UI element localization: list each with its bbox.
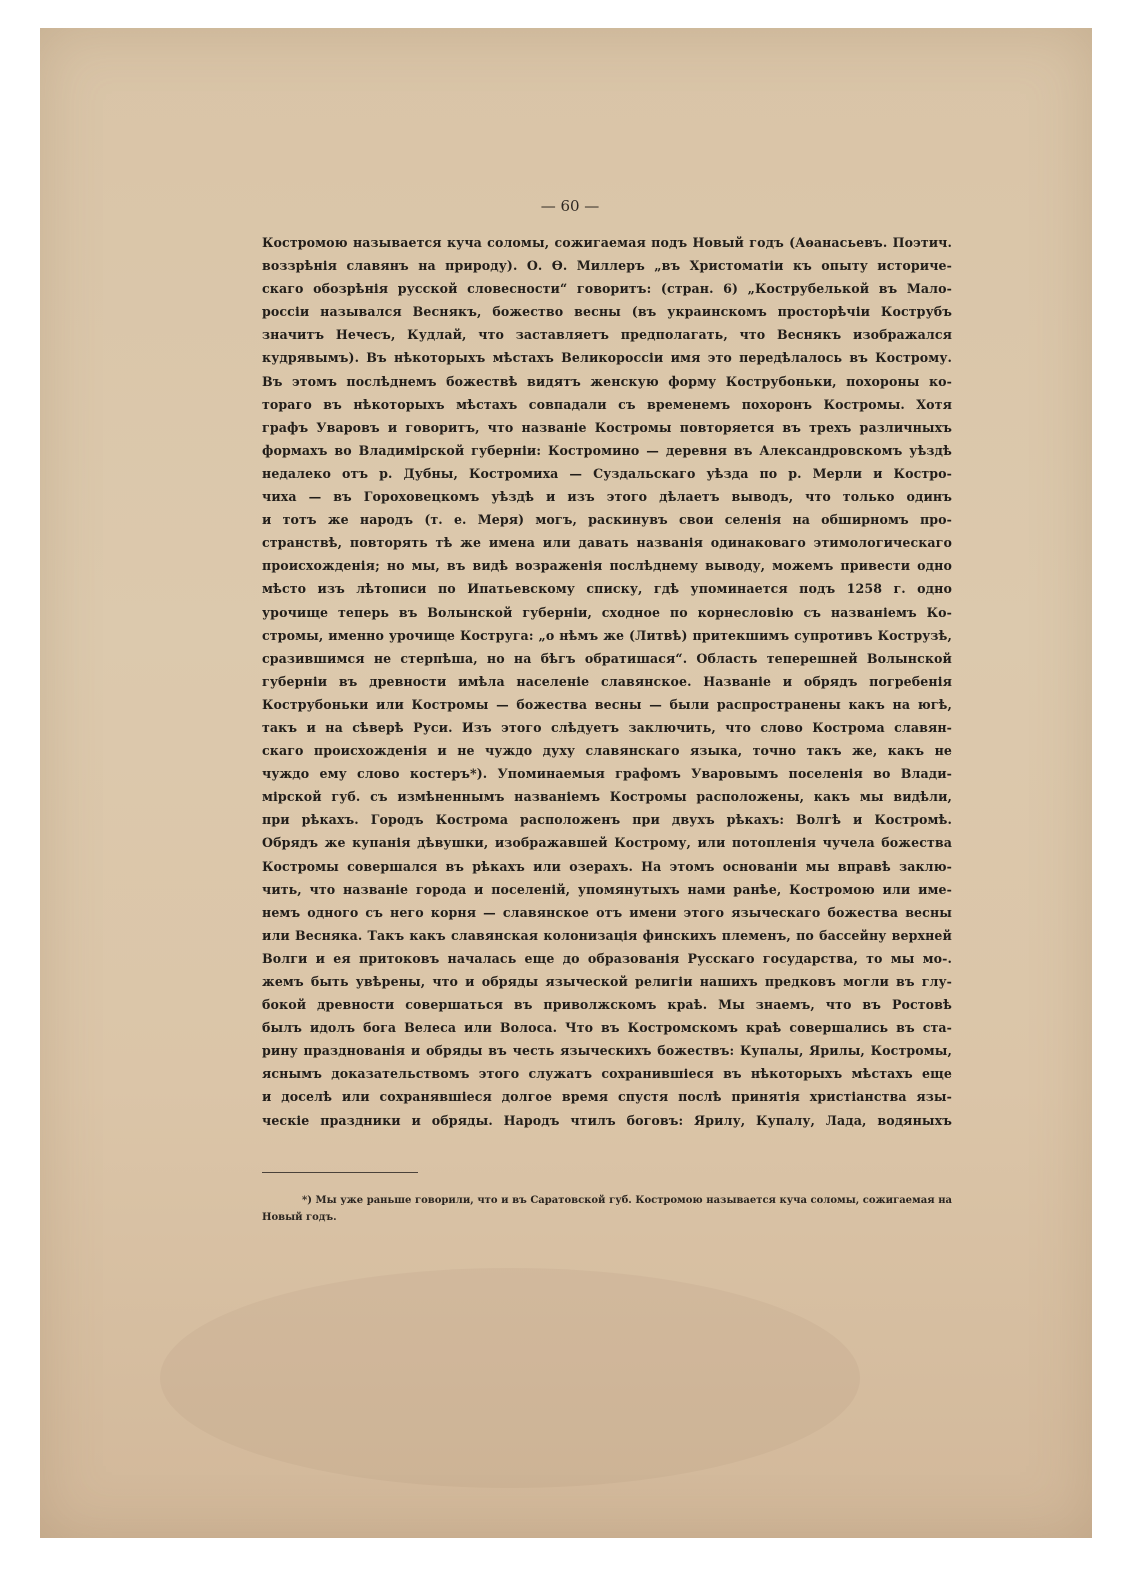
text-line: былъ идолъ бога Велеса или Волоса. Что въ Костромскомъ краѣ совершались въ ста- [262, 1020, 952, 1036]
text-line: тораго въ нѣкоторыхъ мѣстахъ совпадали съ временемъ похоронъ Костромы. Хотя [262, 396, 952, 412]
text-line: чиха — въ Гороховецкомъ уѣздѣ и изъ этого дѣлаетъ выводъ, что только одинъ [262, 489, 952, 505]
text-line: и доселѣ или сохранявшіеся долгое время спустя послѣ принятія христіанства язы- [262, 1089, 952, 1105]
body-text [262, 231, 952, 1132]
text-line: скаго обозрѣнія русской словесности“ говоритъ: (стран. 6) „Кострубелькой въ Мало- [262, 281, 952, 297]
text-line: скаго происхожденія и не чуждо духу славянскаго языка, точно такъ же, какъ не [262, 743, 952, 759]
page-number: — 60 — [540, 197, 600, 215]
text-line: стромы, именно урочище Коструга: „о нѣмъ же (Литвѣ) притекшимъ супротивъ Кострузѣ, [262, 627, 952, 643]
text-line: рину празднованія и обряды въ честь языческихъ божествъ: Купалы, Ярилы, Костромы, [262, 1043, 952, 1059]
text-line: губерніи въ древности имѣла населеніе славянское. Названіе и обрядъ погребенія [262, 673, 952, 689]
page-stain [160, 1268, 860, 1488]
text-line: происхожденія; но мы, въ видѣ возраженія послѣднему выводу, можемъ привести одно [262, 558, 952, 574]
text-line: странствѣ, повторять тѣ же имена или давать названія одинаковаго этимологическаго [262, 535, 952, 551]
text-line: такъ и на сѣверѣ Руси. Изъ этого слѣдуетъ заключить, что слово Кострома славян- [262, 719, 952, 735]
text-line: жемъ быть увѣрены, что и обряды языческой религіи нашихъ предковъ могли въ глу- [262, 974, 952, 989]
text-line: или Весняка. Такъ какъ славянская колонизація финскихъ племенъ, по бассейну верхней [262, 927, 952, 943]
text-line: яснымъ доказательствомъ этого служатъ сохранившіеся въ нѣкоторыхъ мѣстахъ еще [262, 1066, 952, 1082]
footnote [262, 1192, 952, 1226]
text-line: при рѣкахъ. Городъ Кострома расположенъ при двухъ рѣкахъ: Волгѣ и Костромѣ. [262, 812, 952, 828]
text-line: россіи назывался Веснякъ, божество весны (въ украинскомъ просторѣчіи Кострубъ [262, 304, 952, 320]
text-line: формахъ во Владимірской губерніи: Костромино — деревня въ Александровскомъ уѣздѣ [262, 442, 952, 458]
text-line: Костромою называется куча соломы, сожигаемая подъ Новый годъ (Аѳанасьевъ. Поэтич. [262, 235, 952, 250]
text-line: воззрѣнія славянъ на природу). О. Ѳ. Миллеръ „въ Христоматіи къ опыту историче- [262, 258, 952, 274]
text-line: чуждо ему слово костеръ*). Упоминаемыя графомъ Уваровымъ поселенія во Влади- [262, 766, 952, 782]
text-line: графъ Уваровъ и говоритъ, что названіе Костромы повторяется въ трехъ различныхъ [262, 419, 952, 435]
text-line: кудрявымъ). Въ нѣкоторыхъ мѣстахъ Великороссіи имя это передѣлалось въ Кострому. [262, 350, 952, 366]
text-line: Обрядъ же купанія дѣвушки, изображавшей Кострому, или потопленія чучела божества [262, 835, 952, 851]
footnote-line: *) Мы уже раньше говорили, что и въ Саратовской губ. Костромою называется куча соломы, сожигаемая на [302, 1195, 952, 1206]
text-line: мѣсто изъ лѣтописи по Ипатьевскому списку, гдѣ упоминается подъ 1258 г. одно [262, 581, 952, 597]
text-line: мірской губ. съ измѣненнымъ названіемъ Костромы расположены, какъ мы видѣли, [262, 789, 952, 805]
footnote-separator [262, 1172, 418, 1173]
text-line: недалеко отъ р. Дубны, Костромиха — Суздальскаго уѣзда по р. Мерли и Костро- [262, 465, 952, 481]
text-line: Костромы совершался въ рѣкахъ или озерахъ. На этомъ основаніи мы вправѣ заклю- [262, 858, 952, 874]
text-line: урочище теперь въ Волынской губерніи, сходное по корнесловію съ названіемъ Ко- [262, 604, 952, 620]
text-line: Кострубоньки или Костромы — божества весны — были распространены какъ на югѣ, [262, 696, 952, 712]
text-line: и тотъ же народъ (т. е. Меря) могъ, раскинувъ свои селенія на обширномъ про- [262, 512, 952, 528]
text-line: значитъ Нечесъ, Кудлай, что заставляетъ предполагать, что Веснякъ изображался [262, 327, 952, 343]
text-line: чить, что названіе города и поселеній, упомянутыхъ нами ранѣе, Костромою или име- [262, 881, 952, 897]
text-line: Волги и ея притоковъ началась еще до образованія Русскаго государства, то мы мо-. [262, 950, 952, 966]
text-line: немъ одного съ него корня — славянское отъ имени этого языческаго божества весны [262, 904, 952, 920]
text-line: сразившимся не стерпѣша, но на бѣгъ обратишася“. Область теперешней Волынской [262, 650, 952, 666]
text-line: Въ этомъ послѣднемъ божествѣ видятъ женскую форму Кострубоньки, похороны ко- [262, 373, 952, 389]
text-line: бокой древности совершаться въ приволжскомъ краѣ. Мы знаемъ, что въ Ростовѣ [262, 997, 952, 1013]
footnote-line: Новый годъ. [262, 1212, 337, 1223]
text-line: ческіе праздники и обряды. Народъ чтилъ боговъ: Ярилу, Купалу, Лада, водяныхъ [262, 1112, 952, 1128]
